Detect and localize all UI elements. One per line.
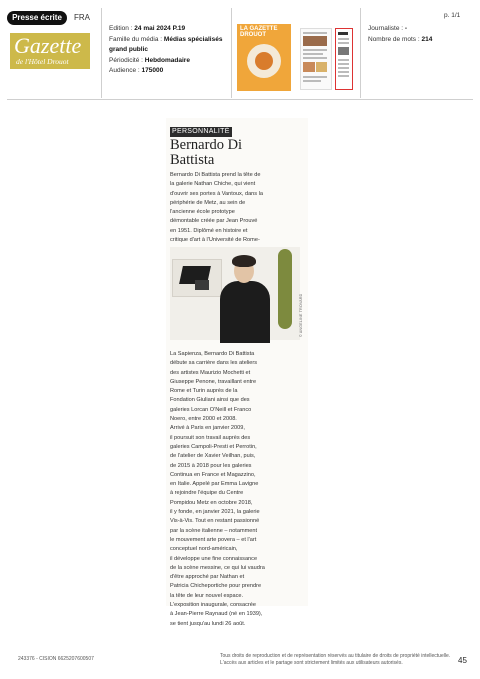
text-line: galeries Lorcan O'Neill et Franco (170, 406, 252, 413)
category-label: PERSONNALITÉ (172, 128, 230, 135)
header-divider (231, 8, 232, 98)
text-line: se tient jusqu'au lundi 26 août. (170, 620, 246, 627)
text-line: Bernardo Di Battista prend la tête de (170, 172, 261, 178)
document-reference: 243376 - CISION 6625207600507 (18, 656, 94, 662)
media-type-badge: Presse écrite (7, 11, 67, 25)
text-line: d'ouvrir ses portes à Vantoux, dans la (170, 190, 264, 197)
text-line: la tête de leur nouvel espace. (170, 592, 244, 599)
article-body (170, 350, 265, 629)
text-line: à Jean-Pierre Raynaud (né en 1939), (170, 611, 263, 618)
article-meta (368, 24, 432, 45)
text-line: en 1951. Diplômé en histoire et (170, 227, 248, 234)
family-row: Famille du média : Médias spécialisés (109, 35, 223, 43)
language-label: FRA (74, 13, 90, 22)
header-divider (101, 8, 102, 98)
text-line: par la scène italienne – notamment (170, 527, 258, 534)
cover-title: LA GAZETTE DROUOT (240, 26, 278, 38)
word-count-row: Nombre de mots : 214 (368, 35, 433, 43)
text-line: des artistes Maurizio Mochetti et (170, 369, 251, 376)
text-line: l'ancienne école prototype (170, 209, 235, 216)
page-indicator: p. 1/1 (444, 12, 461, 19)
portrait-photo (170, 247, 303, 340)
text-line: le mouvement arte povera – et l'art (170, 536, 257, 543)
family-row-continued: grand public (109, 46, 148, 53)
text-line: galeries Campoli-Presti et Perrotin, (170, 443, 257, 450)
page-thumbnail-highlighted (335, 28, 353, 90)
text-line: démontable créée par Jean Prouvé (170, 218, 258, 225)
text-line: la galerie Nathan Chiche, qui vient (170, 181, 256, 188)
text-line: à rejoindre l'équipe du Centre (170, 490, 244, 497)
text-line: Giuseppe Penone, travaillant entre (170, 378, 257, 385)
article-intro (170, 171, 263, 245)
text-line: Arrivé à Paris en janvier 2009, (170, 425, 245, 432)
rights-notice: Tous droits de reproduction et de représentation réservés au titulaire de droits de propriété intellectuelle. L'accès aux articles et le partage sont strictement limités aux utilisateurs autorisés. (220, 653, 451, 666)
text-line: de l'atelier de Xavier Veilhan, puis, (170, 453, 256, 460)
text-line: Pompidou Metz en octobre 2018, (170, 499, 253, 506)
text-line: Patricia Chicheportiche pour prendre (170, 583, 262, 590)
text-line: L'exposition inaugurale, consacrée (170, 602, 256, 609)
audience-row: Audience : 175000 (109, 67, 164, 74)
journalist-row: Journaliste : - (368, 25, 408, 32)
text-line: Vis-à-Vis. Tout en restant passionné (170, 518, 260, 525)
text-line: débute sa carrière dans les ateliers (170, 360, 258, 367)
text-line: périphérie de Metz, au sein de (170, 199, 246, 206)
text-line: il poursuit son travail auprès des (170, 434, 251, 441)
text-line: conceptuel nord-américain, (170, 546, 238, 553)
text-line: de la scène messine, ce qui lui vaudra (170, 564, 265, 571)
text-line: Continua en France et Magazzino, (170, 471, 256, 478)
header-divider (360, 8, 361, 98)
text-line: Fondation Giuliani ainsi que des (170, 397, 250, 404)
logo-wordmark: Gazette (14, 33, 82, 58)
page-thumbnail (300, 28, 332, 90)
text-line: de 2015 à 2018 pour les galeries (170, 462, 252, 469)
publication-logo (10, 33, 90, 69)
text-line: critique d'art à l'Université de Rome- (170, 237, 260, 244)
artwork-in-photo (172, 259, 222, 297)
article-title: Bernardo Di Battista (170, 137, 243, 168)
text-line: d'être approché par Nathan et (170, 574, 245, 581)
page-number: 45 (458, 656, 467, 665)
logo-subtitle: de l'Hôtel Drouot (16, 57, 69, 66)
text-line: il y fonde, en janvier 2021, la galerie (170, 509, 260, 516)
text-line: en Italie. Appelé par Emma Lavigne (170, 481, 259, 488)
text-line: il développe une fine connaissance (170, 555, 258, 562)
text-line: Noero, entre 2000 et 2008. (170, 416, 237, 423)
photo-credit: © ANGELINE TROVARD (299, 293, 303, 337)
magazine-cover-thumbnail (237, 24, 291, 91)
text-line: La Sapienza, Bernardo Di Battista (170, 351, 255, 357)
periodicity-row: Périodicité : Hebdomadaire (109, 56, 190, 64)
edition-row: Edition : 24 mai 2024 P.19 (109, 25, 186, 32)
text-line: Rome et Turin auprès de la (170, 388, 238, 395)
media-meta (109, 24, 222, 77)
header-bottom-rule (7, 99, 473, 100)
